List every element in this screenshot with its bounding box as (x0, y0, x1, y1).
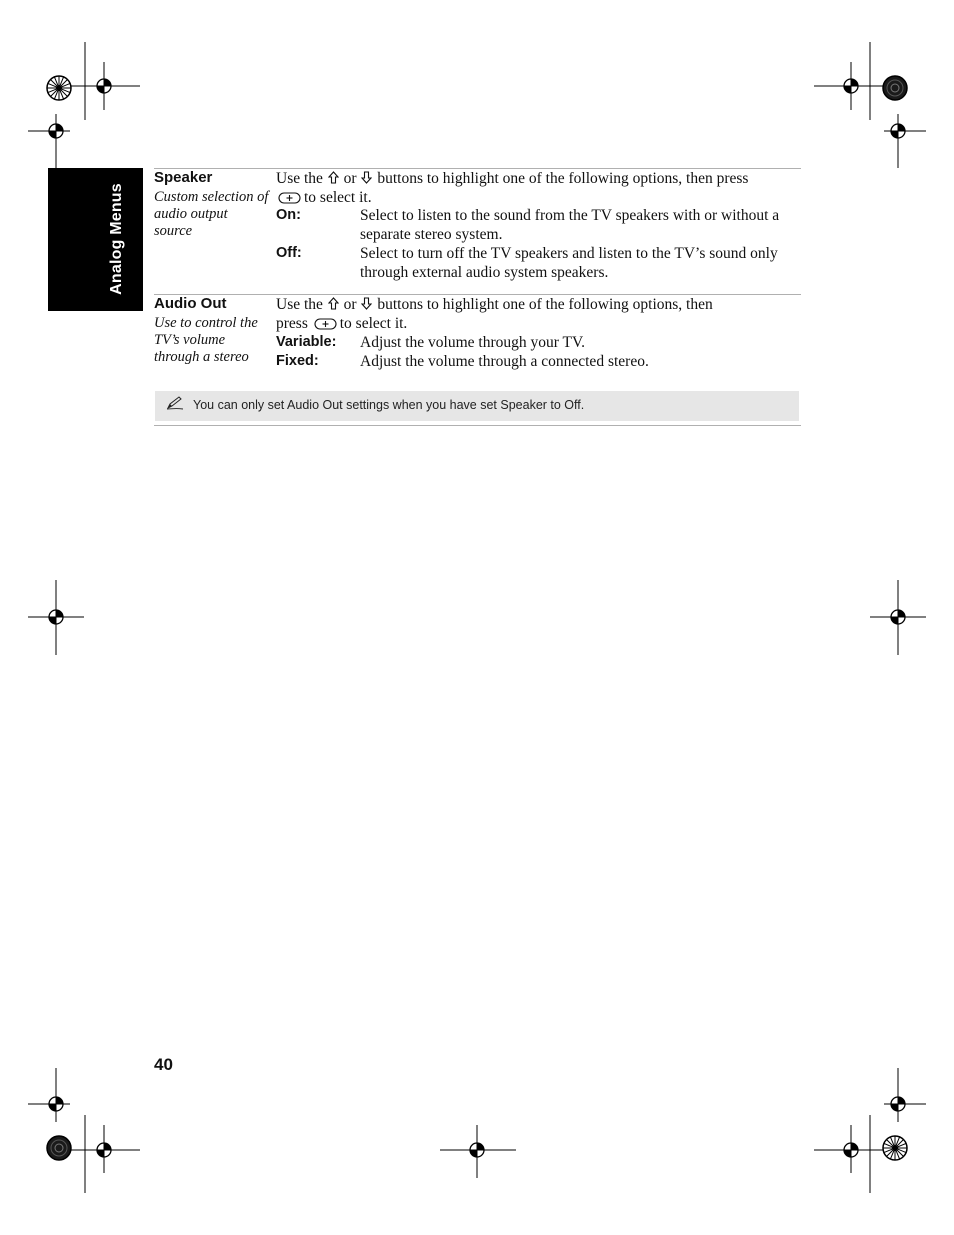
speaker-instruction-line1: Use the or buttons to highlight one of the following options, then press (276, 170, 749, 187)
setting-title-speaker: Speaker (154, 169, 213, 186)
option-text-off: Select to turn off the TV speakers and listen to the TV’s sound only through external audio system speakers. (360, 245, 778, 281)
section-tab-label: Analog Menus (108, 183, 125, 295)
speaker-instruction-line2: to select it. (276, 188, 801, 207)
select-button-icon (314, 318, 337, 330)
table-rule-bottom (154, 425, 801, 426)
option-text-variable: Adjust the volume through your TV. (360, 334, 586, 351)
up-arrow-icon (328, 297, 339, 310)
down-arrow-icon (361, 171, 372, 184)
select-button-icon (278, 192, 301, 204)
setting-description-speaker: Custom selection of audio output source (154, 189, 269, 239)
option-label-variable: Variable: (276, 334, 337, 350)
down-arrow-icon (361, 297, 372, 310)
note-text: You can only set Audio Out settings when you have set Speaker to Off. (193, 398, 585, 412)
option-text-on: Select to listen to the sound from the TV speakers with or without a separate stereo system. (360, 207, 780, 243)
setting-title-audio-out: Audio Out (154, 295, 227, 312)
setting-description-audio-out: Use to control the TV’s volume through a stereo (154, 315, 258, 365)
audio-out-instruction-line2: press to select it. (276, 315, 408, 332)
option-label-on: On: (276, 207, 301, 223)
section-tab (48, 168, 143, 311)
audio-out-instruction-line1: Use the or buttons to highlight one of the following options, then (276, 296, 713, 313)
page-number: 40 (154, 1055, 173, 1074)
up-arrow-icon (328, 171, 339, 184)
pencil-note-icon (166, 396, 184, 415)
option-text-fixed: Adjust the volume through a connected stereo. (360, 353, 649, 370)
option-label-fixed: Fixed: (276, 353, 319, 369)
option-label-off: Off: (276, 245, 302, 261)
pencil-icon (166, 396, 184, 410)
